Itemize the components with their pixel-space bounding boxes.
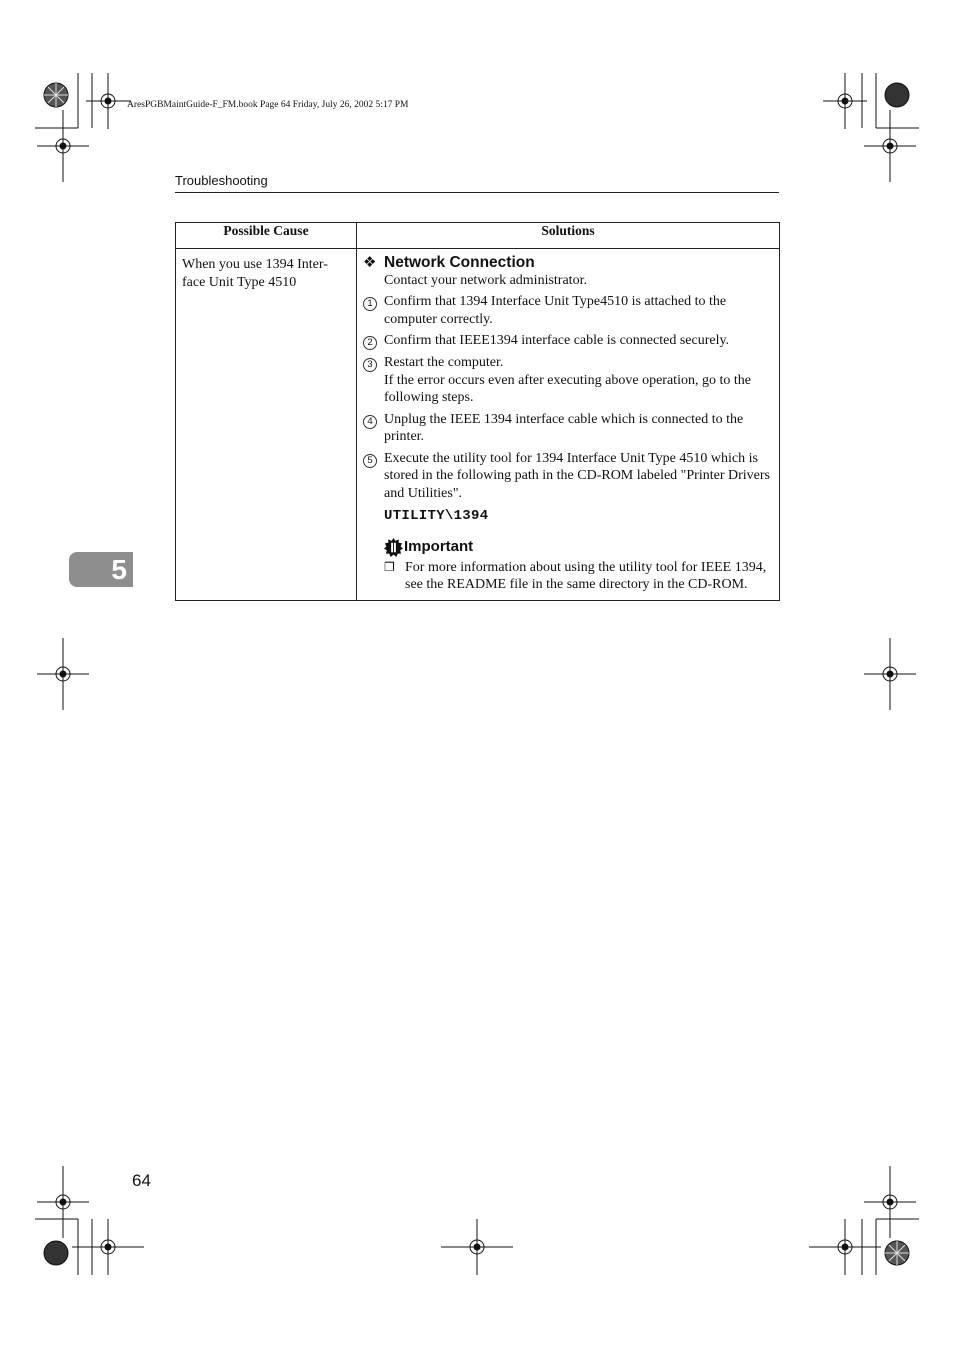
table-header-row (176, 223, 780, 249)
section-title (363, 254, 773, 272)
chapter-tab: 5 (69, 552, 133, 587)
diamond-bullet-icon: ❖ (363, 254, 377, 271)
step-number-icon: 3 (363, 354, 384, 407)
step-text: Restart the computer. (384, 355, 504, 370)
step-number-icon: 5 (363, 450, 384, 503)
solution-cell (357, 249, 780, 601)
step-text: Unplug the IEEE 1394 interface cable which is connected to the printer. (384, 411, 744, 444)
step-number-icon: 4 (363, 411, 384, 446)
header-possible-cause: Possible Cause (176, 223, 357, 249)
list-item (363, 450, 773, 503)
running-head: Troubleshooting (175, 173, 779, 193)
important-icon (384, 538, 403, 557)
step-text: Confirm that IEEE1394 interface cable is connected securely. (384, 333, 730, 348)
list-item (363, 293, 773, 328)
section-title-text: Network Connection (384, 254, 535, 271)
step-extra-text: If the error occurs even after executing above operation, go to the following steps. (384, 372, 751, 405)
step-number-icon: 2 (363, 332, 384, 350)
intro-text: Contact your network administrator. (384, 272, 587, 288)
header-solutions: Solutions (357, 223, 780, 249)
step-number-icon: 1 (363, 293, 384, 328)
utility-path: UTILITY\1394 (384, 508, 489, 524)
troubleshooting-table (175, 222, 780, 601)
step-text: Confirm that 1394 Interface Unit Type4510 is attached to the computer correctly. (384, 294, 727, 327)
important-note-text: For more information about using the utility tool for IEEE 1394, see the README file in the same directory in the CD-ROM. (405, 559, 767, 592)
list-item (363, 354, 773, 407)
list-item (363, 332, 773, 350)
important-note (363, 559, 773, 594)
page-number: 64 (132, 1171, 151, 1190)
file-info-slug: AresPGBMaintGuide-F_FM.book Page 64 Friday, July 26, 2002 5:17 PM (127, 100, 409, 110)
cause-cell: When you use 1394 Inter-face Unit Type 4510 (176, 249, 357, 601)
important-label: Important (404, 538, 474, 556)
important-heading (363, 538, 773, 557)
checkbox-bullet-icon: ❐ (384, 559, 395, 574)
step-text: Execute the utility tool for 1394 Interface Unit Type 4510 which is stored in the following path in the CD-ROM labeled "Printer Drivers and Utilities". (384, 450, 770, 501)
table-row (176, 249, 780, 601)
list-item (363, 411, 773, 446)
